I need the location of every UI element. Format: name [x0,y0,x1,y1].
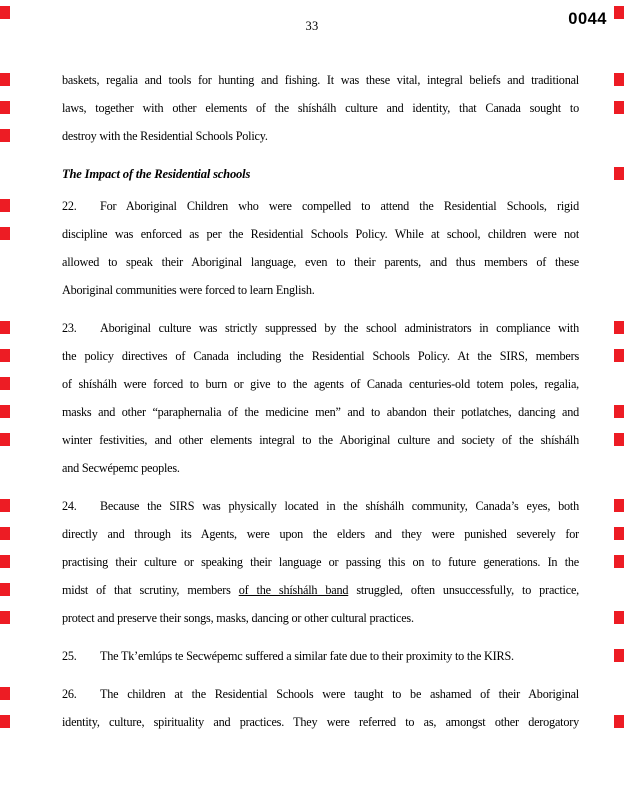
amendment-mark-right [614,349,624,362]
paragraph [62,66,579,150]
amendment-mark-left [0,715,10,728]
amendment-mark-left [0,377,10,390]
paragraph-number: 26. [62,687,77,701]
text-line: 25. The Tk’emlúps te Secwépemc suffered a similar fate due to their proximity to the KIRS. [62,642,579,670]
paragraph [62,642,579,670]
paragraph [62,314,579,482]
text-line: baskets, regalia and tools for hunting and fishing. It was these vital, integral beliefs and traditional [62,73,579,87]
text-line: 23. Aboriginal culture was strictly suppressed by the school administrators in compliance with [62,314,579,342]
amendment-mark-left [0,555,10,568]
amendment-mark-right [614,101,624,114]
text-line: and Secwépemc peoples. [62,461,180,475]
text-line: of shíshálh were forced to burn or give to the agents of Canada centuries-old totem poles, regalia, [62,377,579,391]
page-number: 33 [305,19,319,33]
text-line: allowed to speak their Aboriginal language, even to their parents, and thus members of these [62,255,579,269]
amendment-mark-left [0,321,10,334]
text-line: 24. Because the SIRS was physically located in the shíshálh community, Canada’s eyes, both [62,492,579,520]
amendment-mark-left [0,611,10,624]
text-line: masks and other “paraphernalia of the medicine men” and to abandon their potlatches, dancing and [62,405,579,419]
text-line: Aboriginal communities were forced to learn English. [62,283,315,297]
text-line: practising their culture or speaking their language or passing this on to future generations. In the [62,555,579,569]
paragraph-number: 24. [62,499,77,513]
amendment-mark-left [0,101,10,114]
text-line: destroy with the Residential Schools Policy. [62,129,268,143]
text-line: winter festivities, and other elements integral to the Aboriginal culture and society of the shíshálh [62,433,579,447]
text-line: 26. The children at the Residential Schools were taught to be ashamed of their Aboriginal [62,680,579,708]
bates-stamp-number: 0044 [568,10,607,28]
paragraph-number: 23. [62,321,77,335]
amendment-mark-left [0,687,10,700]
underlined-amendment-text: of the shíshálh band [238,583,349,597]
amendment-mark-right [614,73,624,86]
text-line: directly and through its Agents, were upon the elders and they were punished severely for [62,527,579,541]
text-line: the policy directives of Canada including the Residential Schools Policy. At the SIRS, members [62,349,579,363]
paragraph [62,492,579,632]
paragraph [62,680,579,736]
amendment-mark-left [0,527,10,540]
text-line: midst of that scrutiny, members of the shíshálh band struggled, often unsuccessfully, to practice, [62,583,579,597]
amendment-mark-left [0,433,10,446]
amendment-mark-right [614,167,624,180]
text-line: The Impact of the Residential schools [62,167,251,181]
amendment-mark-right [614,321,624,334]
amendment-mark-left [0,583,10,596]
text-line: discipline was enforced as per the Residential Schools Policy. While at school, children were not [62,227,579,241]
amendment-mark-right [614,405,624,418]
amendment-mark-right [614,499,624,512]
document-body [62,66,579,736]
amendment-mark-left [0,73,10,86]
text-line: protect and preserve their songs, masks, dancing or other cultural practices. [62,611,414,625]
amendment-mark-left [0,6,10,19]
paragraph-number: 22. [62,199,77,213]
amendment-mark-left [0,405,10,418]
text-line: 22. For Aboriginal Children who were compelled to attend the Residential Schools, rigid [62,192,579,220]
amendment-mark-right [614,715,624,728]
amendment-mark-right [614,6,624,19]
text-line: laws, together with other elements of the shíshálh culture and identity, that Canada sought to [62,101,579,115]
amendment-mark-right [614,649,624,662]
amendment-mark-left [0,349,10,362]
amendment-mark-left [0,129,10,142]
amendment-mark-right [614,527,624,540]
amendment-mark-left [0,227,10,240]
amendment-mark-left [0,199,10,212]
amendment-mark-right [614,433,624,446]
amendment-mark-left [0,499,10,512]
text-line: identity, culture, spirituality and practices. They were referred to as, amongst other derogatory [62,715,579,729]
section-heading [62,160,579,188]
amendment-mark-right [614,611,624,624]
paragraph [62,192,579,304]
paragraph-number: 25. [62,649,77,663]
amendment-mark-right [614,555,624,568]
